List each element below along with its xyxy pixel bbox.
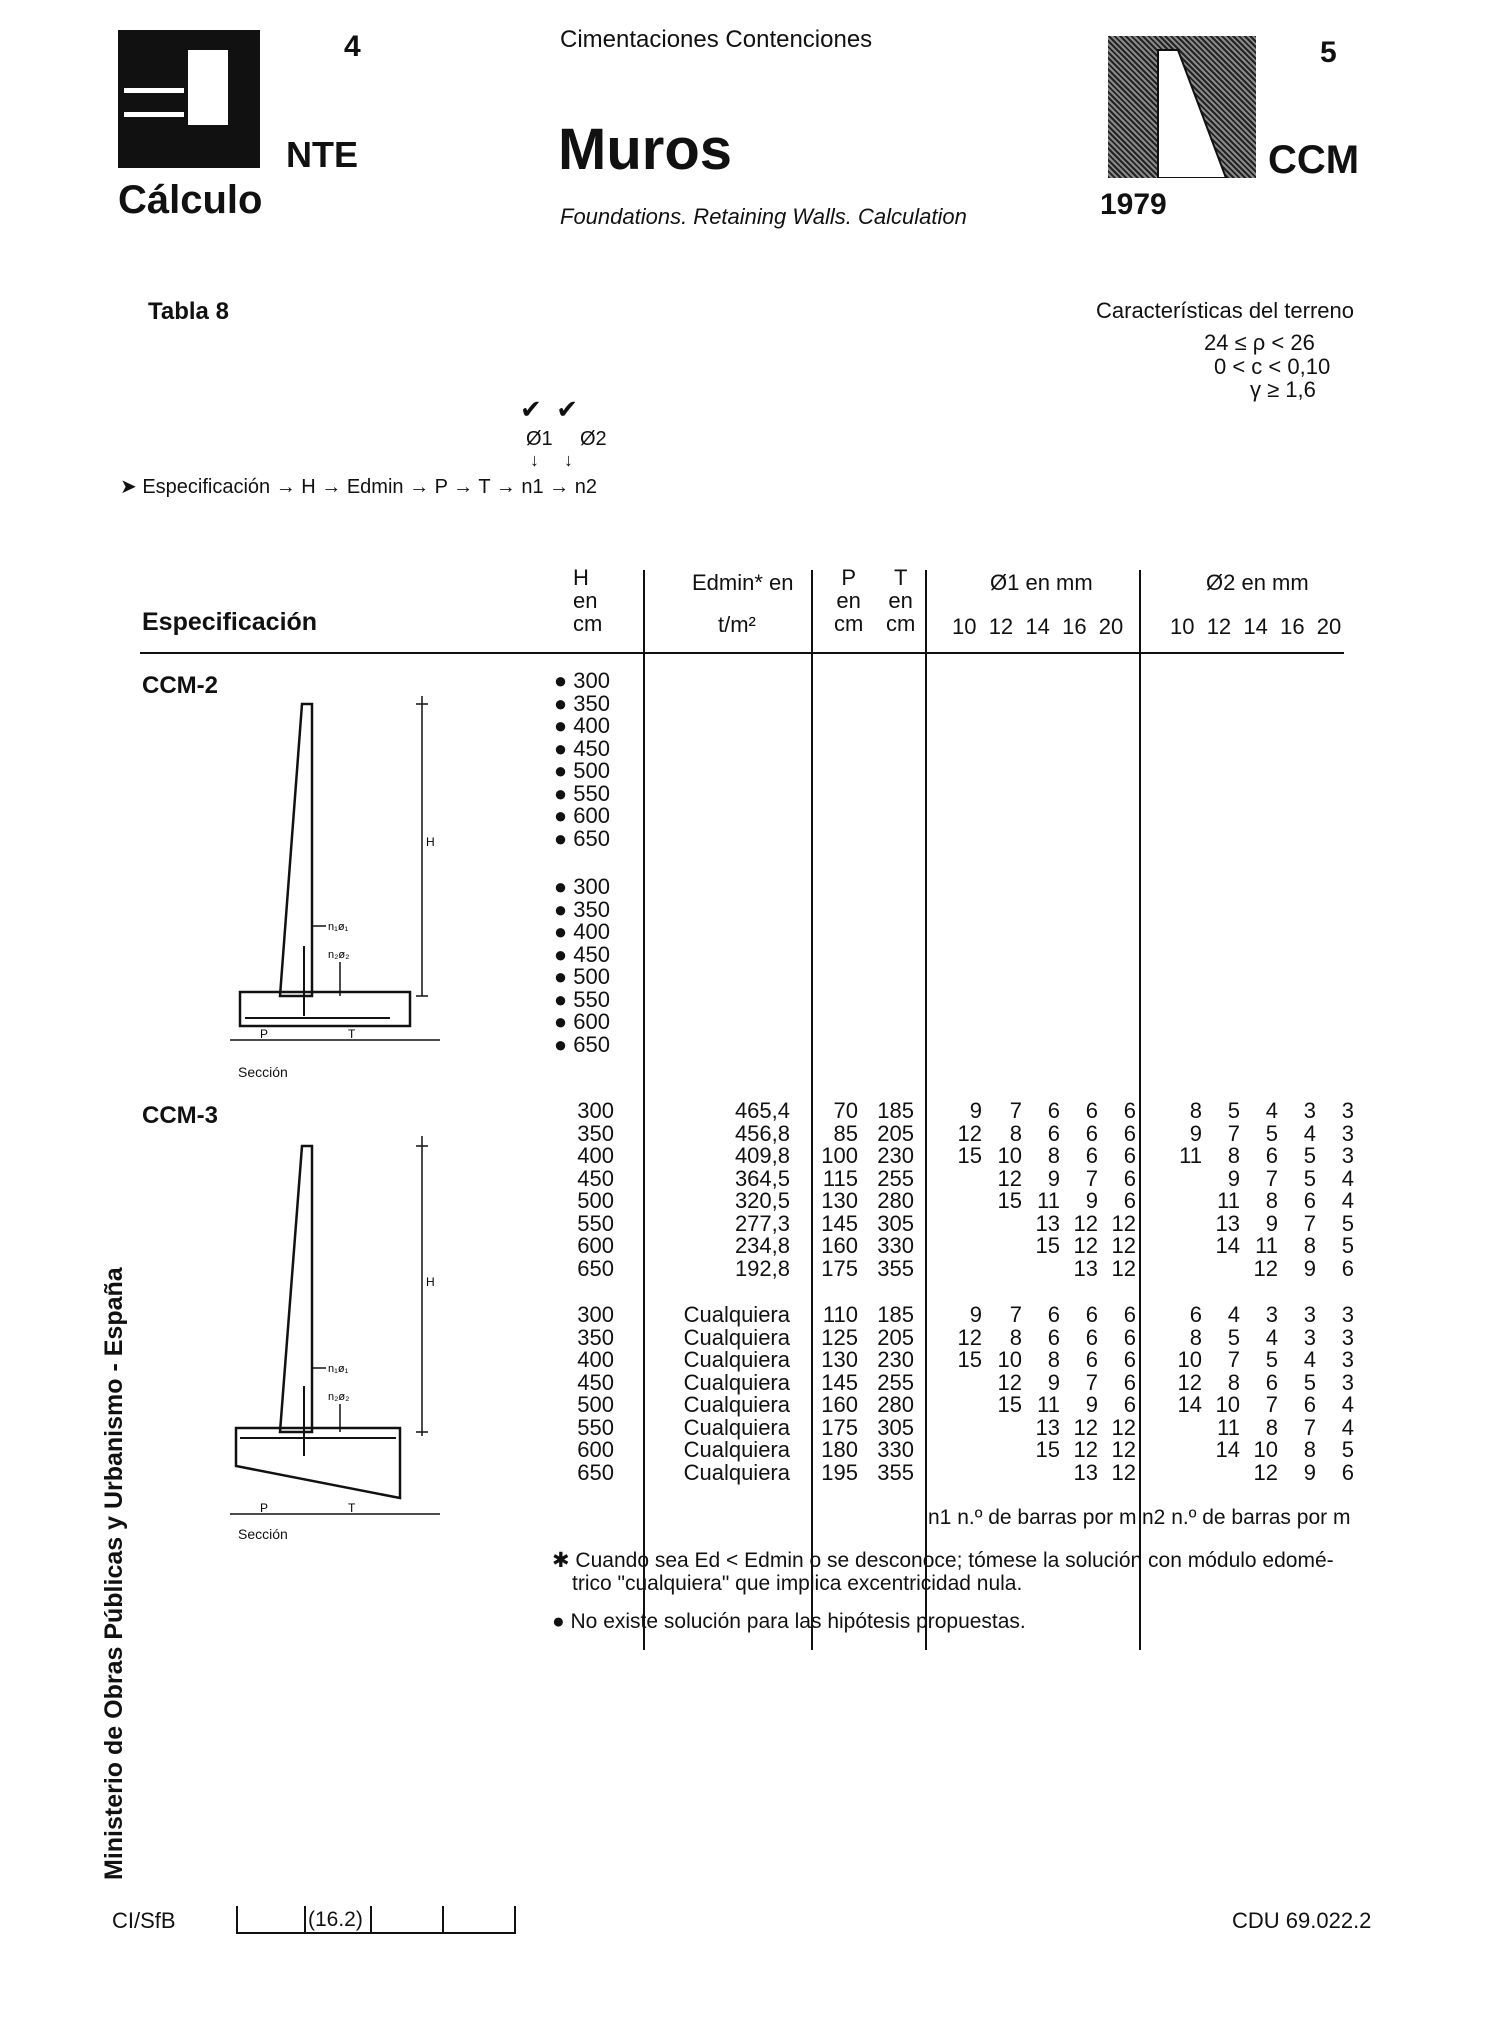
ccm3-h-cell: 600 [577, 1437, 614, 1462]
ccm3-ed-cell: Cualquiera [683, 1414, 790, 1440]
nte-label: NTE [286, 134, 358, 175]
ccm3-ed-cell: 456,8 [734, 1120, 790, 1146]
ccm3-n2-cell: 13 [1215, 1210, 1240, 1236]
ccm3-ed-cell: 192,8 [734, 1255, 790, 1281]
ccm3-n2-cell: 3 [1341, 1324, 1354, 1350]
ccm3-n2-cell: 7 [1303, 1414, 1316, 1440]
ed-header-2: t/m² [718, 612, 756, 637]
ccm3-n2-cell: 5 [1303, 1143, 1316, 1168]
svg-text:P: P [260, 1027, 269, 1041]
category-label: Cimentaciones Contenciones [560, 26, 873, 53]
col-line-d1 [1139, 570, 1141, 1650]
footer-cisfb: CI/SfB [112, 1908, 176, 1933]
ccm3-h-cell: 650 [577, 1459, 614, 1485]
ccm3-n2-cell: 5 [1265, 1347, 1278, 1372]
ccm3-n1-cell: 13 [1035, 1210, 1060, 1236]
ccm3-label: CCM-3 [142, 1102, 218, 1129]
ccm3-n1-cell: 7 [1009, 1098, 1022, 1123]
terreno-line1: 24 ≤ ρ < 26 [1204, 330, 1315, 355]
page-subtitle: Foundations. Retaining Walls. Calculation [560, 204, 967, 229]
ccm3-t-cell: 205 [877, 1324, 914, 1350]
ccm3-n2-cell: 14 [1215, 1437, 1240, 1462]
nte-logo [118, 30, 260, 168]
ccm3-n2-cell: 5 [1265, 1120, 1278, 1146]
ccm3-p-cell: 70 [833, 1098, 858, 1123]
ccm3-n1-cell: 8 [1047, 1347, 1060, 1372]
ccm-label: CCM [1268, 138, 1360, 182]
ccm2-h-value: ● 550 [553, 986, 610, 1012]
ccm3-n2-cell: 3 [1341, 1302, 1354, 1327]
year-label: 1979 [1100, 188, 1167, 221]
ccm2-h-value: ● 450 [553, 941, 610, 967]
ccm3-ed-cell: 465,4 [734, 1098, 790, 1123]
ccm3-h-cell: 500 [577, 1188, 614, 1213]
ccm3-n2-cell: 8 [1189, 1324, 1202, 1350]
ccm3-ed-cell: 409,8 [734, 1143, 790, 1168]
ccm3-n1-cell: 9 [969, 1302, 982, 1327]
ccm3-n2-cell: 6 [1303, 1392, 1316, 1417]
ccm3-n1-cell: 12 [1111, 1437, 1136, 1462]
ccm2-h-value: ● 400 [553, 919, 610, 944]
side-ministerio: Ministerio de Obras Públicas y Urbanismo - España [100, 1267, 128, 1880]
ccm3-n2-cell: 6 [1265, 1143, 1278, 1168]
svg-text:n₁ø₁: n₁ø₁ [328, 1363, 349, 1375]
ccm3-n1-cell: 7 [1085, 1165, 1098, 1191]
ccm3-n1-cell: 12 [957, 1120, 982, 1146]
ccm3-n2-cell: 4 [1303, 1347, 1316, 1372]
ccm3-n2-cell: 9 [1189, 1120, 1202, 1146]
svg-text:n₁ø₁: n₁ø₁ [328, 921, 349, 933]
ccm3-n1-cell: 12 [1111, 1233, 1136, 1258]
ccm3-n1-cell: 6 [1047, 1302, 1060, 1327]
ccm3-n1-cell: 6 [1123, 1188, 1136, 1213]
ccm2-h-value: ● 300 [553, 874, 610, 899]
ccm3-p-cell: 100 [821, 1143, 858, 1168]
ccm3-n2-cell: 4 [1303, 1120, 1316, 1146]
ccm3-n1-cell: 6 [1123, 1347, 1136, 1372]
d1-header: Ø1 en mm [990, 570, 1093, 595]
ccm3-n2-cell: 14 [1177, 1392, 1202, 1417]
ccm3-n1-cell: 6 [1123, 1143, 1136, 1168]
ccm3-p-cell: 145 [821, 1210, 858, 1236]
ccm3-n2-cell: 4 [1341, 1188, 1354, 1213]
ccm3-ed-cell: 364,5 [734, 1165, 790, 1191]
ccm3-t-cell: 230 [877, 1347, 914, 1372]
t-header [886, 566, 915, 635]
ccm3-n2-cell: 5 [1341, 1210, 1354, 1236]
ccm2-h-value: ● 400 [553, 713, 610, 738]
ccm3-n1-cell: 6 [1123, 1098, 1136, 1123]
svg-text:T: T [348, 1501, 356, 1515]
ccm3-n1-cell: 6 [1085, 1302, 1098, 1327]
ccm3-n1-cell: 6 [1047, 1324, 1060, 1350]
ccm2-label: CCM-2 [142, 672, 218, 699]
ccm3-t-cell: 255 [877, 1165, 914, 1191]
d2-cols: 10 12 14 16 20 [1170, 614, 1342, 639]
ccm3-n2-cell: 7 [1265, 1165, 1278, 1191]
ccm3-h-cell: 400 [577, 1143, 614, 1168]
ccm3-n1-cell: 12 [1073, 1437, 1098, 1462]
ccm3-n1-cell: 8 [1047, 1143, 1060, 1168]
d2-header: Ø2 en mm [1206, 570, 1309, 595]
t-header-1: T [893, 565, 908, 590]
ccm3-n2-cell: 3 [1341, 1120, 1354, 1146]
t-header-3: cm [886, 611, 916, 636]
ccm3-n2-cell: 6 [1189, 1302, 1202, 1327]
ccm3-n1-cell: 15 [957, 1347, 982, 1372]
note-2: ● No existe solución para las hipótesis propuestas. [552, 1610, 1026, 1633]
ccm3-p-cell: 175 [821, 1414, 858, 1440]
ccm2-h-value: ● 350 [553, 896, 610, 922]
terreno-line2: 0 < c < 0,10 [1214, 354, 1331, 379]
ccm3-t-cell: 330 [877, 1437, 914, 1462]
ccm3-p-cell: 160 [821, 1233, 858, 1258]
ccm3-n2-cell: 8 [1189, 1098, 1202, 1123]
ccm3-n2-cell: 6 [1265, 1369, 1278, 1395]
col-line-h [643, 570, 645, 1650]
ccm3-n2-cell: 5 [1303, 1165, 1316, 1191]
ed-header-1: Edmin* en [692, 570, 794, 595]
ccm3-n2-cell: 3 [1265, 1302, 1278, 1327]
ccm3-n2-cell: 5 [1341, 1437, 1354, 1462]
ccm3-n1-cell: 6 [1123, 1302, 1136, 1327]
ccm3-n2-cell: 12 [1253, 1459, 1278, 1485]
ccm3-ed-cell: Cualquiera [683, 1347, 790, 1372]
svg-text:n₂ø₂: n₂ø₂ [328, 949, 350, 961]
svg-text:H: H [426, 835, 435, 849]
ccm3-n1-cell: 12 [1111, 1210, 1136, 1236]
ccm3-t-cell: 205 [877, 1120, 914, 1146]
ccm3-n2-cell: 7 [1265, 1392, 1278, 1417]
footer-code: (16.2) [308, 1908, 363, 1931]
ccm3-p-cell: 130 [821, 1347, 858, 1372]
ccm3-n1-cell: 6 [1085, 1098, 1098, 1123]
ccm3-n2-cell: 3 [1303, 1324, 1316, 1350]
ccm3-n1-cell: 13 [1073, 1255, 1098, 1281]
ccm3-n1-cell: 6 [1123, 1120, 1136, 1146]
ccm3-h-cell: 300 [577, 1302, 614, 1327]
ccm3-n2-cell: 11 [1217, 1414, 1240, 1440]
ccm3-n1-cell: 15 [957, 1143, 982, 1168]
ccm3-n1-cell: 7 [1085, 1369, 1098, 1395]
ccm3-n1-cell: 9 [1085, 1392, 1098, 1417]
ccm3-n2-cell: 10 [1253, 1437, 1278, 1462]
footer-cdu: CDU 69.022.2 [1232, 1908, 1372, 1933]
ccm3-ed-cell: Cualquiera [683, 1324, 790, 1350]
svg-text:H: H [426, 1275, 435, 1289]
flow-text: Especificación → H → Edmin → P → T → n1 → n2 [142, 476, 597, 498]
ccm3-n1-cell: 6 [1123, 1369, 1136, 1395]
ccm3-n1-cell: 6 [1085, 1347, 1098, 1372]
terreno-title: Características del terreno [1096, 298, 1354, 323]
ccm3-n2-cell: 11 [1179, 1143, 1202, 1168]
ccm3-p-cell: 125 [821, 1324, 858, 1350]
ccm3-p-cell: 85 [833, 1120, 858, 1146]
ccm3-ed-cell: Cualquiera [683, 1302, 790, 1327]
terreno-line3: γ ≥ 1,6 [1250, 377, 1316, 402]
ccm3-n2-cell: 5 [1227, 1098, 1240, 1123]
ccm3-n2-cell: 3 [1341, 1143, 1354, 1168]
ccm2-h-value: ● 600 [553, 803, 610, 828]
flow-d1: Ø1 [526, 428, 553, 450]
ccm3-h-cell: 450 [577, 1369, 614, 1395]
header-rule [140, 652, 1344, 654]
ccm3-h-cell: 550 [577, 1414, 614, 1440]
ccm3-n2-cell: 9 [1227, 1165, 1240, 1191]
ccm3-t-cell: 255 [877, 1369, 914, 1395]
ccm3-n1-cell: 12 [957, 1324, 982, 1350]
ccm2-h-value: ● 350 [553, 690, 610, 716]
h-header-3: cm [573, 611, 603, 636]
ccm3-n1-cell: 15 [997, 1188, 1022, 1213]
ccm3-n2-cell: 3 [1341, 1098, 1354, 1123]
h-header-1: H [573, 565, 589, 590]
ccm2-h-value: ● 500 [553, 758, 610, 783]
ccm3-n2-cell: 11 [1255, 1233, 1278, 1258]
ccm3-h-cell: 400 [577, 1347, 614, 1372]
ccm3-h-cell: 500 [577, 1392, 614, 1417]
ccm2-h-value: ● 450 [553, 735, 610, 761]
ccm3-t-cell: 305 [877, 1414, 914, 1440]
ccm2-h-value: ● 650 [553, 825, 610, 851]
ccm3-n1-cell: 12 [1073, 1233, 1098, 1258]
ccm3-n1-cell: 6 [1085, 1324, 1098, 1350]
p-header-1: P [841, 565, 856, 590]
ccm3-n1-cell: 6 [1047, 1098, 1060, 1123]
ccm3-ed-cell: Cualquiera [683, 1369, 790, 1395]
ccm3-n2-cell: 9 [1303, 1459, 1316, 1485]
page-number-left: 4 [344, 30, 361, 63]
ccm3-n1-cell: 10 [997, 1143, 1022, 1168]
ccm3-n2-cell: 5 [1341, 1233, 1354, 1258]
ccm3-ed-cell: 234,8 [734, 1233, 790, 1258]
ccm3-p-cell: 175 [821, 1255, 858, 1281]
legend-n2: n2 n.º de barras por m [1142, 1506, 1351, 1529]
ccm3-t-cell: 185 [877, 1098, 914, 1123]
svg-text:T: T [348, 1027, 356, 1041]
ccm3-n1-cell: 9 [969, 1098, 982, 1123]
h-header-2: en [573, 588, 598, 613]
ccm3-n2-cell: 7 [1227, 1347, 1240, 1372]
ccm3-h-cell: 300 [577, 1098, 614, 1123]
ccm3-n1-cell: 12 [997, 1165, 1022, 1191]
ccm3-n1-cell: 10 [997, 1347, 1022, 1372]
ccm3-n1-cell: 12 [1111, 1459, 1136, 1485]
flow-d2: Ø2 [580, 428, 607, 450]
ccm3-ed-cell: Cualquiera [683, 1459, 790, 1485]
page-title: Muros [558, 117, 732, 182]
ccm2-h-value: ● 650 [553, 1031, 610, 1057]
t-header-2: en [888, 588, 913, 613]
ccm3-n2-cell: 10 [1177, 1347, 1202, 1372]
ccm3-n2-cell: 10 [1215, 1392, 1240, 1417]
ccm3-p-cell: 160 [821, 1392, 858, 1417]
ccm3-n2-cell: 8 [1227, 1369, 1240, 1395]
ccm3-n1-cell: 13 [1035, 1414, 1060, 1440]
svg-text:n₂ø₂: n₂ø₂ [328, 1391, 350, 1403]
ccm3-n2-cell: 3 [1303, 1098, 1316, 1123]
ccm3-n1-cell: 15 [1035, 1233, 1060, 1258]
ccm3-p-cell: 115 [822, 1165, 858, 1191]
flow-down-arrows: ↓ ↓ [530, 450, 574, 470]
ccm2-h-value: ● 500 [553, 964, 610, 989]
flow-arrow-icon: ➤ [120, 476, 137, 498]
ccm3-h-cell: 350 [577, 1324, 614, 1350]
calculo-label: Cálculo [118, 178, 263, 222]
ccm3-n2-cell: 7 [1303, 1210, 1316, 1236]
ccm2-h-value: ● 600 [553, 1009, 610, 1034]
ccm3-n1-cell: 9 [1085, 1188, 1098, 1213]
legend-n1: n1 n.º de barras por m [928, 1506, 1137, 1529]
ccm3-n1-cell: 15 [1035, 1437, 1060, 1462]
ccm3-n2-cell: 8 [1227, 1143, 1240, 1168]
ccm3-n1-cell: 6 [1123, 1324, 1136, 1350]
footer-code-box [236, 1906, 516, 1934]
tabla-label: Tabla 8 [148, 298, 229, 325]
flow-chain [120, 474, 597, 499]
ccm3-p-cell: 110 [822, 1302, 858, 1327]
ccm3-n2-cell: 12 [1177, 1369, 1202, 1395]
ccm3-p-cell: 145 [821, 1369, 858, 1395]
ccm3-n2-cell: 8 [1303, 1437, 1316, 1462]
d1-cols: 10 12 14 16 20 [952, 614, 1124, 639]
ccm3-t-cell: 305 [877, 1210, 914, 1236]
p-header [834, 566, 863, 635]
ccm3-n2-cell: 14 [1215, 1233, 1240, 1258]
ccm3-n2-cell: 5 [1227, 1324, 1240, 1350]
p-header-2: en [836, 588, 861, 613]
page-number-right: 5 [1320, 36, 1337, 69]
ccm3-n2-cell: 8 [1303, 1233, 1316, 1258]
ccm3-n2-cell: 8 [1265, 1414, 1278, 1440]
ccm3-n2-cell: 4 [1265, 1324, 1278, 1350]
ccm2-h-value: ● 550 [553, 780, 610, 806]
ccm3-t-cell: 355 [877, 1255, 914, 1281]
ccm3-n1-cell: 6 [1123, 1392, 1136, 1417]
ccm3-n2-cell: 4 [1341, 1392, 1354, 1417]
ccm3-n2-cell: 4 [1265, 1098, 1278, 1123]
col-line-t [925, 570, 927, 1650]
ccm2-h-value: ● 300 [553, 668, 610, 693]
ccm3-ed-cell: 277,3 [734, 1210, 790, 1236]
ccm3-n1-cell: 6 [1085, 1120, 1098, 1146]
ccm3-n1-cell: 9 [1047, 1369, 1060, 1395]
svg-text:P: P [260, 1501, 269, 1515]
ccm3-n2-cell: 4 [1341, 1414, 1354, 1440]
flow-marks: ✔ ✔ [520, 394, 579, 424]
ccm3-n2-cell: 4 [1227, 1302, 1240, 1327]
note-1a: ✱ Cuando sea Ed < Edmin o se desconoce; tómese la solución con módulo edomé- [552, 1549, 1334, 1572]
ccm3-n1-cell: 9 [1047, 1165, 1060, 1191]
ccm3-ed-cell: Cualquiera [683, 1437, 790, 1462]
ccm3-t-cell: 230 [877, 1143, 914, 1168]
ccm3-n2-cell: 9 [1265, 1210, 1278, 1236]
ccm3-n1-cell: 12 [1111, 1414, 1136, 1440]
ccm3-n1-cell: 6 [1123, 1165, 1136, 1191]
ccm2-seccion: Sección [238, 1064, 288, 1080]
ccm3-n1-cell: 6 [1047, 1120, 1060, 1146]
ccm3-h-cell: 600 [577, 1233, 614, 1258]
ccm3-h-cell: 350 [577, 1120, 614, 1146]
p-header-3: cm [834, 611, 864, 636]
ccm3-n2-cell: 9 [1303, 1255, 1316, 1281]
ccm3-n1-cell: 12 [997, 1369, 1022, 1395]
ccm3-n1-cell: 12 [1073, 1414, 1098, 1440]
ccm3-t-cell: 185 [877, 1302, 914, 1327]
ccm3-seccion: Sección [238, 1526, 288, 1542]
ccm3-ed-cell: Cualquiera [683, 1392, 790, 1417]
h-header [573, 566, 602, 635]
ccm3-ed-cell: 320,5 [734, 1188, 790, 1213]
ccm3-t-cell: 330 [877, 1233, 914, 1258]
ccm3-n1-cell: 11 [1037, 1392, 1060, 1417]
ccm3-h-cell: 550 [577, 1210, 614, 1236]
ccm3-n1-cell: 15 [997, 1392, 1022, 1417]
ccm3-t-cell: 280 [877, 1392, 914, 1417]
ccm3-h-cell: 450 [577, 1165, 614, 1191]
ccm2-group1 [548, 670, 610, 850]
ccm2-section-drawing [230, 696, 440, 1076]
ccm3-n1-cell: 6 [1085, 1143, 1098, 1168]
ccm3-n1-cell: 8 [1009, 1120, 1022, 1146]
ccm3-n2-cell: 3 [1341, 1369, 1354, 1395]
ccm3-n2-cell: 3 [1341, 1347, 1354, 1372]
ccm3-n2-cell: 12 [1253, 1255, 1278, 1281]
ccm3-n2-cell: 6 [1341, 1459, 1354, 1485]
ccm3-t-cell: 355 [877, 1459, 914, 1485]
ccm3-h-cell: 650 [577, 1255, 614, 1281]
note-1b: trico "cualquiera" que implica excentricidad nula. [572, 1572, 1023, 1595]
ccm3-section-drawing [230, 1136, 440, 1516]
ccm3-n2-cell: 5 [1303, 1369, 1316, 1395]
ccm3-p-cell: 130 [821, 1188, 858, 1213]
ccm2-group2 [548, 876, 610, 1056]
ccm3-n2-cell: 11 [1217, 1188, 1240, 1213]
ccm3-n1-cell: 13 [1073, 1459, 1098, 1485]
especificacion-header: Especificación [142, 608, 318, 636]
ccm-logo [1108, 36, 1256, 178]
ccm3-n2-cell: 7 [1227, 1120, 1240, 1146]
ccm3-n2-cell: 4 [1341, 1165, 1354, 1191]
ccm3-n1-cell: 8 [1009, 1324, 1022, 1350]
ccm3-t-cell: 280 [877, 1188, 914, 1213]
ccm3-n1-cell: 12 [1111, 1255, 1136, 1281]
ccm3-n1-cell: 7 [1009, 1302, 1022, 1327]
ccm3-n2-cell: 8 [1265, 1188, 1278, 1213]
ccm3-n2-cell: 3 [1303, 1302, 1316, 1327]
ccm3-n2-cell: 6 [1303, 1188, 1316, 1213]
ccm3-p-cell: 195 [821, 1459, 858, 1485]
ccm3-p-cell: 180 [821, 1437, 858, 1462]
ccm3-n1-cell: 12 [1073, 1210, 1098, 1236]
ccm3-n1-cell: 11 [1037, 1188, 1060, 1213]
ccm3-n2-cell: 6 [1341, 1255, 1354, 1281]
col-line-ed [811, 570, 813, 1650]
